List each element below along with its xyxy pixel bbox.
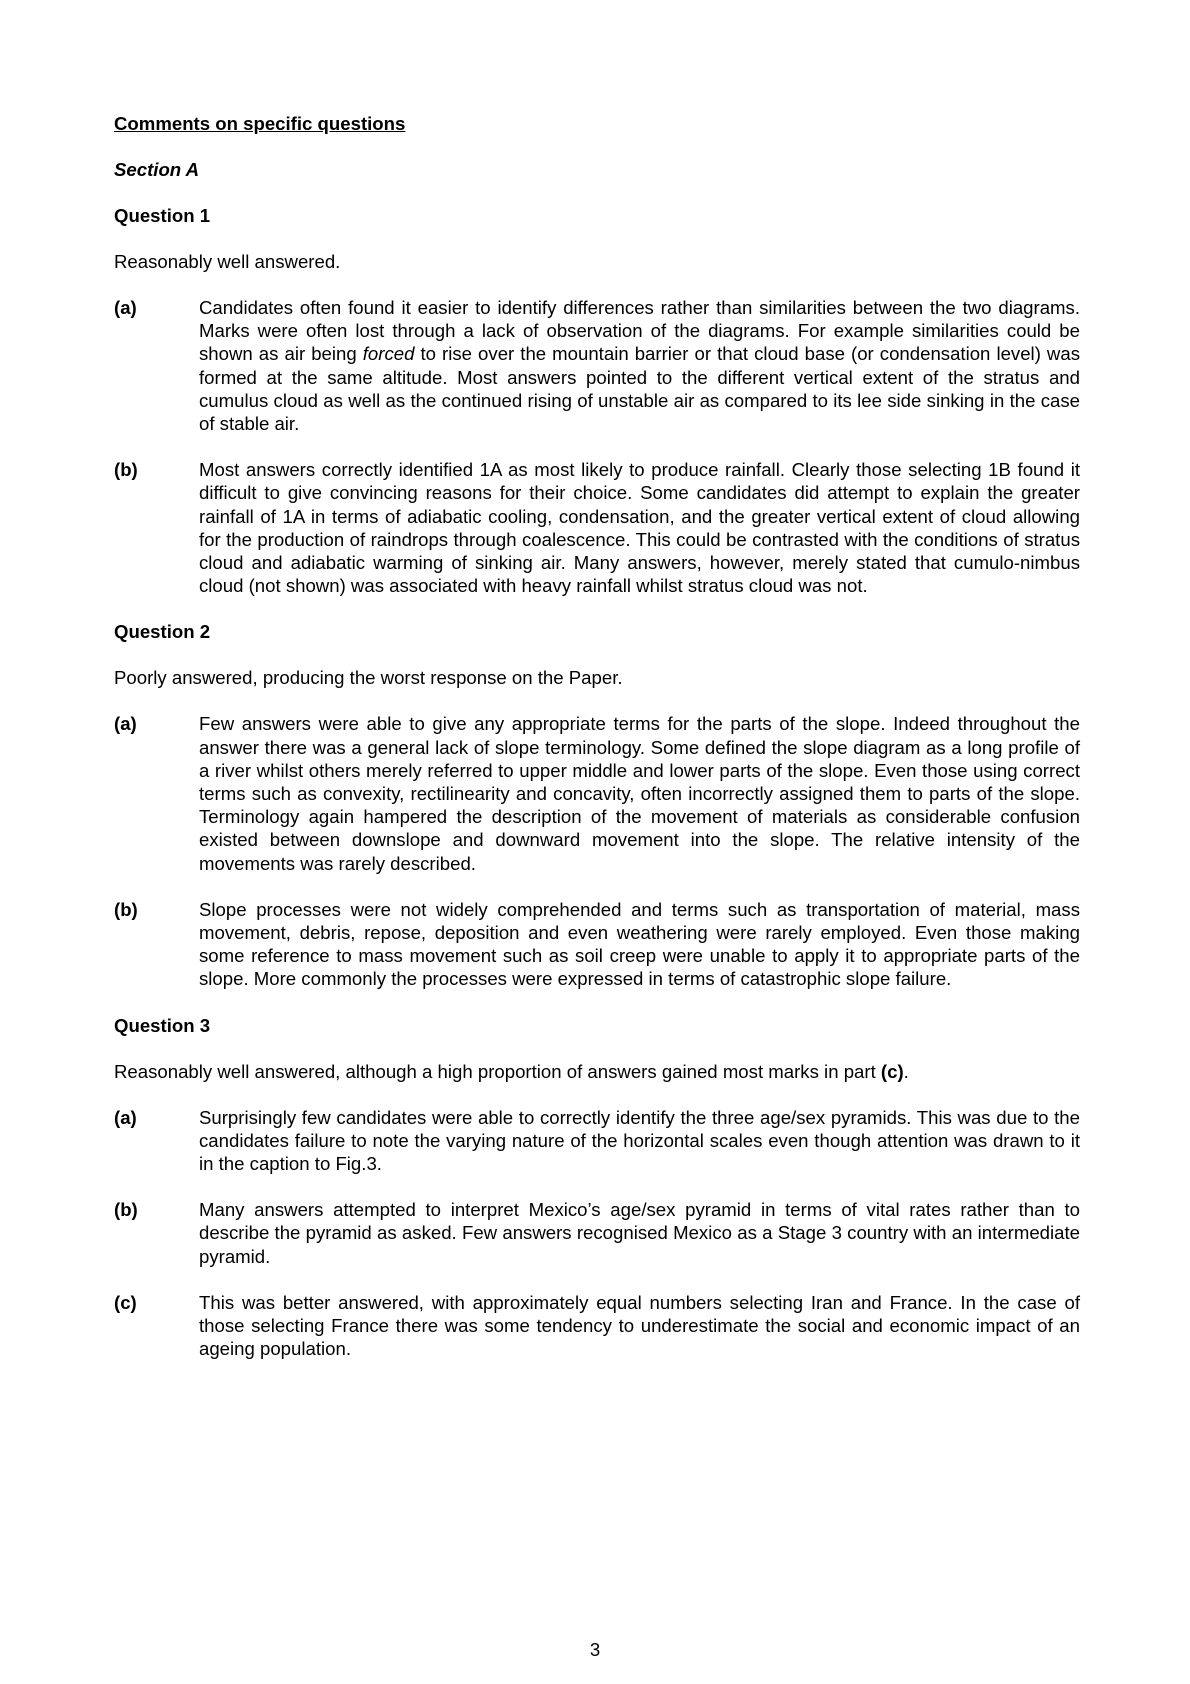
part-label: (b) bbox=[114, 459, 138, 481]
part-text: Most answers correctly identified 1A as most likely to produce rainfall. Clearly those selecting 1B found it difficult to give convincing reasons for their choice. Some candidates did attempt to explain the greater rainfall of 1A in terms of adiabatic cooling, condensation, and the greater vertical extent of cloud allowing for the production of raindrops through coalescence. This could be contrasted with the conditions of stratus cloud and adiabatic warming of sinking air. Many answers, however, merely stated that cumulo-nimbus cloud (not shown) was associated with heavy rainfall whilst stratus cloud was not. bbox=[199, 459, 1080, 597]
question-2-parts bbox=[114, 712, 1080, 990]
question-1-part-a bbox=[114, 296, 1080, 435]
part-label: (b) bbox=[114, 898, 138, 920]
question-2-title: Question 2 bbox=[114, 621, 211, 643]
page-number: 3 bbox=[589, 1639, 601, 1660]
part-label: (a) bbox=[114, 1106, 137, 1128]
question-1-intro: Reasonably well answered. bbox=[114, 251, 341, 272]
page-content bbox=[114, 112, 1080, 1361]
question-3-part-b bbox=[114, 1198, 1080, 1268]
intro-bold-part-c: (c) bbox=[880, 1060, 904, 1082]
question-1-title: Question 1 bbox=[114, 205, 211, 226]
part-text bbox=[199, 296, 1080, 435]
question-1 bbox=[114, 204, 1080, 597]
section-title: Section A bbox=[114, 159, 200, 180]
part-text: This was better answered, with approximately equal numbers selecting Iran and France. In the case of those selecting France there was some tendency to underestimate the social and economic impact of an ageing population. bbox=[199, 1291, 1080, 1360]
emphasis-forced: forced bbox=[362, 343, 415, 365]
part-label: (b) bbox=[114, 1199, 138, 1221]
part-text: Few answers were able to give any appropriate terms for the parts of the slope. Indeed throughout the answer there was a general lack of slope terminology. Some defined the slope diagram as a long profile of a river whilst others merely referred to upper middle and lower parts of the slope. Even those using correct terms such as convexity, rectilinearity and concavity, often incorrectly assigned them to parts of the slope. Terminology again hampered the description of the movement of materials as considerable confusion existed between downslope and downward movement into the slope. The relative intensity of the movements was rarely described. bbox=[199, 713, 1080, 874]
question-3 bbox=[114, 1014, 1080, 1361]
question-3-intro bbox=[114, 1060, 1080, 1083]
question-3-part-c bbox=[114, 1291, 1080, 1361]
question-3-parts bbox=[114, 1106, 1080, 1361]
question-1-part-b bbox=[114, 458, 1080, 597]
part-text: Surprisingly few candidates were able to correctly identify the three age/sex pyramids. This was due to the candidates failure to note the varying nature of the horizontal scales even though attention was drawn to it in the caption to Fig.3. bbox=[199, 1106, 1080, 1175]
question-1-parts bbox=[114, 296, 1080, 597]
question-3-part-a bbox=[114, 1106, 1080, 1176]
question-2-intro: Poorly answered, producing the worst response on the Paper. bbox=[114, 667, 623, 689]
question-2-part-b bbox=[114, 898, 1080, 991]
question-2-part-a bbox=[114, 712, 1080, 874]
part-text: Many answers attempted to interpret Mexico’s age/sex pyramid in terms of vital rates rather than to describe the pyramid as asked. Few answers recognised Mexico as a Stage 3 country with an intermediate pyramid. bbox=[199, 1199, 1080, 1267]
intro-segment: Reasonably well answered, although a high proportion of answers gained most marks in part bbox=[114, 1060, 881, 1082]
intro-segment: . bbox=[903, 1060, 909, 1082]
part-label: (a) bbox=[114, 713, 137, 735]
part-label: (a) bbox=[114, 297, 137, 318]
part-text-segment: to rise over the mountain barrier or that cloud base (or condensation level) was formed at the same altitude. Most answers pointed to the different vertical extent of the stratus and cumulus cloud as well as the continued rising of unstable air as compared to its lee side sinking in the case of stable air. bbox=[199, 343, 1080, 435]
comments-heading: Comments on specific questions bbox=[114, 113, 406, 134]
part-label: (c) bbox=[114, 1291, 137, 1313]
question-3-title: Question 3 bbox=[114, 1014, 211, 1036]
part-text: Slope processes were not widely comprehended and terms such as transportation of material, mass movement, debris, repose, deposition and even weathering were rarely employed. Even those making some reference to mass movement such as soil creep were unable to apply it to appropriate parts of the slope. More commonly the processes were expressed in terms of catastrophic slope failure. bbox=[199, 898, 1080, 990]
question-2 bbox=[114, 620, 1080, 990]
part-text-segment: Candidates often found it easier to identify differences rather than similarities between the two diagrams. Marks were often lost through a lack of observation of the diagrams. For example similarities could be shown as air being bbox=[199, 297, 1080, 365]
